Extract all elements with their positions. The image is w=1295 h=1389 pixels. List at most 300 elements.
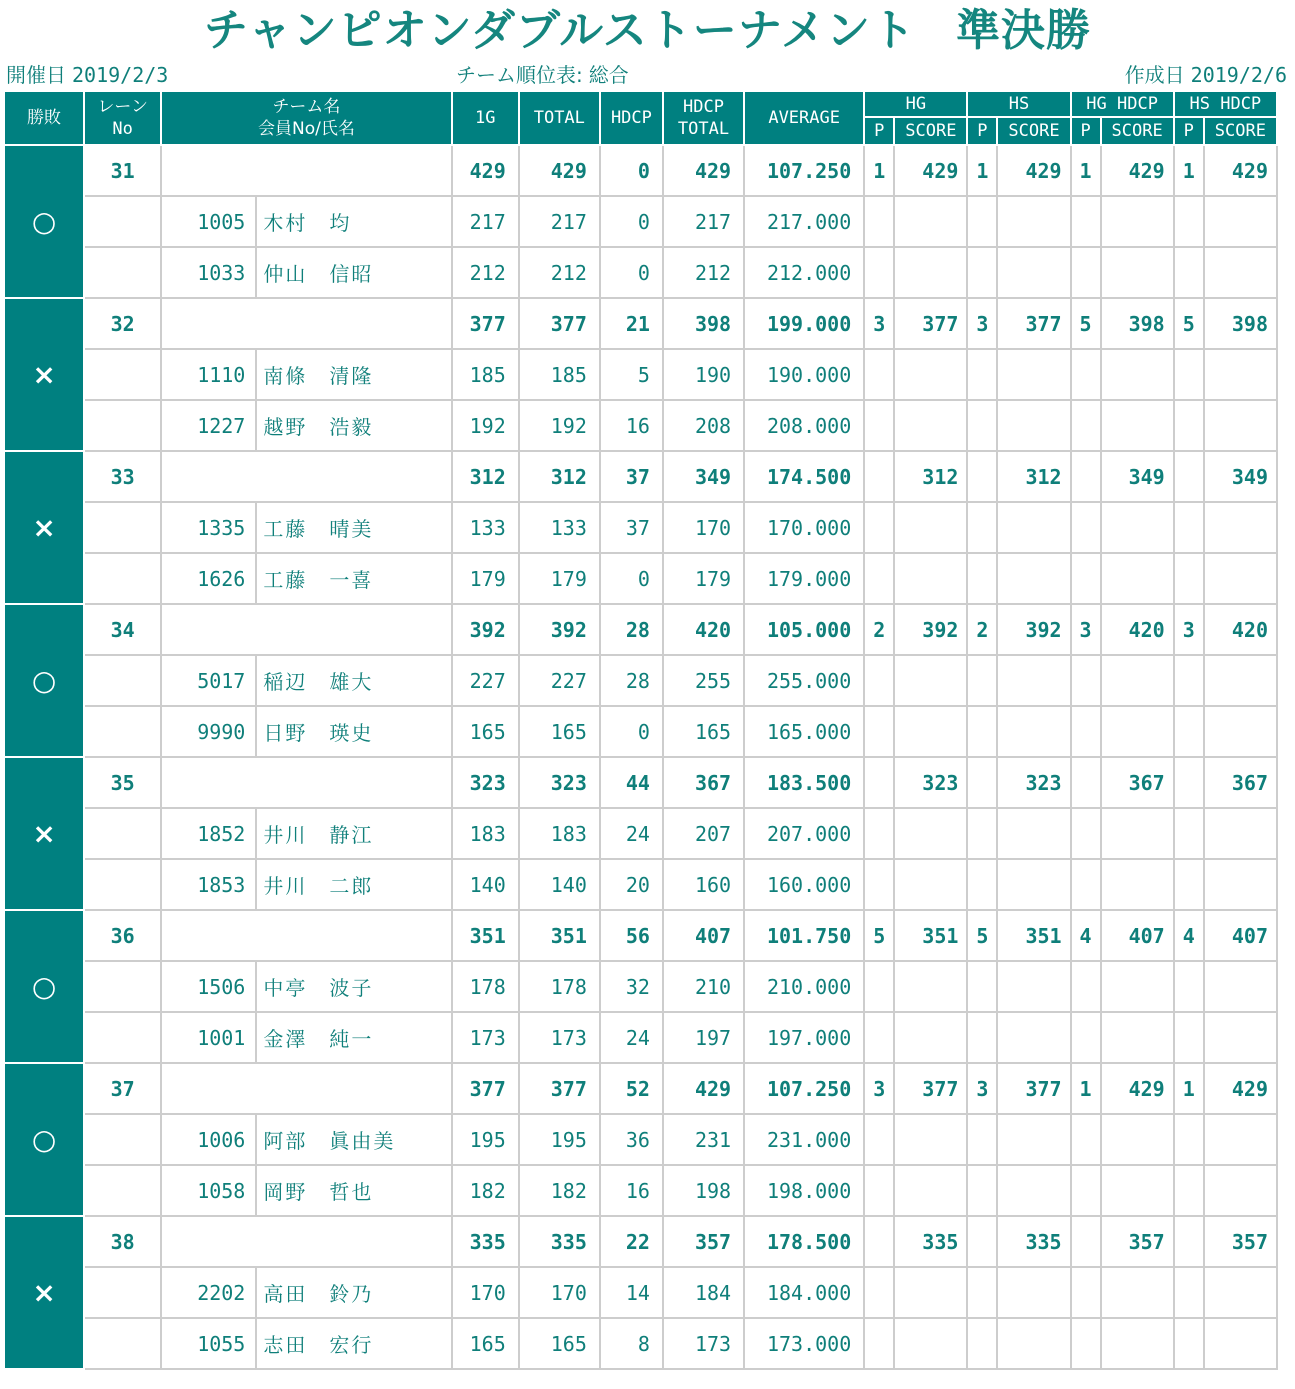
member-name: 日野 瑛史 xyxy=(256,706,451,757)
member-blank-cell xyxy=(997,1267,1070,1318)
member-number: 1852 xyxy=(161,808,256,859)
member-1g: 195 xyxy=(452,1114,519,1165)
member-blank-cell xyxy=(894,502,967,553)
win-loss-mark: × xyxy=(4,1216,84,1369)
header-hs-hdcp-p: P xyxy=(1174,117,1204,145)
member-blank-cell xyxy=(1174,349,1204,400)
header-hg-hdcp-p: P xyxy=(1071,117,1101,145)
member-blank-cell xyxy=(894,553,967,604)
member-1g: 182 xyxy=(452,1165,519,1216)
member-blank-cell xyxy=(1174,1114,1204,1165)
team-name xyxy=(161,910,451,961)
member-hdcp: 37 xyxy=(600,502,663,553)
member-blank-cell xyxy=(1174,1012,1204,1063)
member-hdcp-total: 210 xyxy=(663,961,744,1012)
member-blank-cell xyxy=(1101,1012,1174,1063)
member-blank-cell xyxy=(894,1165,967,1216)
member-blank-cell xyxy=(997,349,1070,400)
member-hdcp: 8 xyxy=(600,1318,663,1369)
hg-hdcp-score: 398 xyxy=(1101,298,1174,349)
member-1g: 165 xyxy=(452,1318,519,1369)
member-average: 190.000 xyxy=(744,349,864,400)
member-blank-cell xyxy=(864,706,894,757)
member-number: 1005 xyxy=(161,196,256,247)
header-hg-hdcp: HG HDCP xyxy=(1071,91,1174,117)
hg-position: 2 xyxy=(864,604,894,655)
member-blank-cell xyxy=(1204,1318,1277,1369)
title-main: チャンピオンダブルストーナメント xyxy=(203,5,917,56)
team-hdcp-total: 407 xyxy=(663,910,744,961)
hg-hdcp-position: 3 xyxy=(1071,604,1101,655)
team-average: 178.500 xyxy=(744,1216,864,1267)
member-lane-blank xyxy=(84,1318,161,1369)
member-row xyxy=(4,502,1277,553)
member-average: 207.000 xyxy=(744,808,864,859)
header-hdcp-total xyxy=(663,91,744,145)
member-1g: 183 xyxy=(452,808,519,859)
member-number: 1055 xyxy=(161,1318,256,1369)
member-hdcp-total: 231 xyxy=(663,1114,744,1165)
ranking-value: 総合 xyxy=(588,63,629,87)
member-lane-blank xyxy=(84,247,161,298)
member-name: 阿部 眞由美 xyxy=(256,1114,451,1165)
member-blank-cell xyxy=(1071,349,1101,400)
member-blank-cell xyxy=(1204,655,1277,706)
member-blank-cell xyxy=(1101,961,1174,1012)
win-loss-mark: ○ xyxy=(4,1063,84,1216)
hs-hdcp-score: 357 xyxy=(1204,1216,1277,1267)
member-hdcp-total: 197 xyxy=(663,1012,744,1063)
win-loss-mark: × xyxy=(4,298,84,451)
team-average: 101.750 xyxy=(744,910,864,961)
member-1g: 133 xyxy=(452,502,519,553)
member-hdcp: 0 xyxy=(600,196,663,247)
member-hdcp: 14 xyxy=(600,1267,663,1318)
member-blank-cell xyxy=(1071,1318,1101,1369)
header-hg-hdcp-score: SCORE xyxy=(1101,117,1174,145)
member-1g: 173 xyxy=(452,1012,519,1063)
member-blank-cell xyxy=(864,808,894,859)
team-row xyxy=(4,1216,1277,1267)
member-blank-cell xyxy=(1174,400,1204,451)
member-blank-cell xyxy=(1174,1165,1204,1216)
member-name: 木村 均 xyxy=(256,196,451,247)
hg-score: 429 xyxy=(894,145,967,196)
hs-score: 392 xyxy=(997,604,1070,655)
member-blank-cell xyxy=(864,196,894,247)
team-row xyxy=(4,757,1277,808)
ranking-label: チーム順位表: xyxy=(456,63,583,87)
header-lane xyxy=(84,91,161,145)
hg-score: 335 xyxy=(894,1216,967,1267)
team-average: 199.000 xyxy=(744,298,864,349)
member-row xyxy=(4,247,1277,298)
hs-hdcp-score: 367 xyxy=(1204,757,1277,808)
team-row xyxy=(4,1063,1277,1114)
member-name: 井川 二郎 xyxy=(256,859,451,910)
hs-score: 377 xyxy=(997,298,1070,349)
member-blank-cell xyxy=(967,1114,997,1165)
member-blank-cell xyxy=(967,349,997,400)
header-hg-p: P xyxy=(864,117,894,145)
member-total: 182 xyxy=(519,1165,600,1216)
member-blank-cell xyxy=(894,655,967,706)
hg-position: 3 xyxy=(864,298,894,349)
hs-score: 323 xyxy=(997,757,1070,808)
member-blank-cell xyxy=(1174,706,1204,757)
team-total: 351 xyxy=(519,910,600,961)
lane-number: 34 xyxy=(84,604,161,655)
hs-position xyxy=(967,451,997,502)
member-blank-cell xyxy=(864,655,894,706)
hg-hdcp-position xyxy=(1071,1216,1101,1267)
member-blank-cell xyxy=(864,859,894,910)
team-1g: 377 xyxy=(452,1063,519,1114)
hg-hdcp-position: 4 xyxy=(1071,910,1101,961)
hg-hdcp-score: 349 xyxy=(1101,451,1174,502)
member-hdcp: 20 xyxy=(600,859,663,910)
team-1g: 351 xyxy=(452,910,519,961)
member-average: 179.000 xyxy=(744,553,864,604)
member-row xyxy=(4,349,1277,400)
member-blank-cell xyxy=(967,1267,997,1318)
created-date xyxy=(1125,62,1287,88)
member-total: 217 xyxy=(519,196,600,247)
table-header xyxy=(4,91,1277,145)
member-total: 173 xyxy=(519,1012,600,1063)
member-total: 133 xyxy=(519,502,600,553)
member-blank-cell xyxy=(1071,1114,1101,1165)
member-lane-blank xyxy=(84,1114,161,1165)
member-name: 工藤 晴美 xyxy=(256,502,451,553)
team-row xyxy=(4,298,1277,349)
member-blank-cell xyxy=(1101,502,1174,553)
member-blank-cell xyxy=(894,196,967,247)
member-blank-cell xyxy=(1174,859,1204,910)
member-blank-cell xyxy=(997,808,1070,859)
hs-position: 3 xyxy=(967,1063,997,1114)
member-blank-cell xyxy=(1174,1267,1204,1318)
header-hs-score: SCORE xyxy=(997,117,1070,145)
member-hdcp-total: 165 xyxy=(663,706,744,757)
member-average: 208.000 xyxy=(744,400,864,451)
member-number: 5017 xyxy=(161,655,256,706)
member-blank-cell xyxy=(1174,196,1204,247)
header-hg: HG xyxy=(864,91,967,117)
lane-number: 31 xyxy=(84,145,161,196)
member-blank-cell xyxy=(864,553,894,604)
member-1g: 165 xyxy=(452,706,519,757)
member-average: 160.000 xyxy=(744,859,864,910)
member-blank-cell xyxy=(1101,553,1174,604)
created-date-value: 2019/2/6 xyxy=(1190,63,1287,87)
hg-position: 3 xyxy=(864,1063,894,1114)
member-hdcp: 16 xyxy=(600,1165,663,1216)
member-lane-blank xyxy=(84,655,161,706)
header-hs-hdcp: HS HDCP xyxy=(1174,91,1277,117)
member-1g: 192 xyxy=(452,400,519,451)
member-blank-cell xyxy=(1071,553,1101,604)
member-name: 仲山 信昭 xyxy=(256,247,451,298)
member-total: 170 xyxy=(519,1267,600,1318)
member-1g: 217 xyxy=(452,196,519,247)
member-hdcp-total: 212 xyxy=(663,247,744,298)
hs-position: 5 xyxy=(967,910,997,961)
member-blank-cell xyxy=(1071,808,1101,859)
table-body xyxy=(4,145,1277,1369)
held-date-value: 2019/2/3 xyxy=(72,63,169,87)
member-blank-cell xyxy=(967,400,997,451)
header-lane-line1: レーン xyxy=(97,97,148,117)
member-hdcp: 36 xyxy=(600,1114,663,1165)
hg-score: 312 xyxy=(894,451,967,502)
member-blank-cell xyxy=(894,400,967,451)
member-hdcp: 5 xyxy=(600,349,663,400)
header-hdcp-total-line2: TOTAL xyxy=(677,119,730,139)
member-blank-cell xyxy=(997,1114,1070,1165)
member-row xyxy=(4,196,1277,247)
hs-hdcp-score: 349 xyxy=(1204,451,1277,502)
member-row xyxy=(4,808,1277,859)
member-row xyxy=(4,1012,1277,1063)
hg-position xyxy=(864,451,894,502)
member-blank-cell xyxy=(894,349,967,400)
created-date-label: 作成日 xyxy=(1124,63,1185,87)
hs-hdcp-score: 429 xyxy=(1204,145,1277,196)
team-hdcp-total: 357 xyxy=(663,1216,744,1267)
team-1g: 392 xyxy=(452,604,519,655)
member-blank-cell xyxy=(1204,1012,1277,1063)
member-blank-cell xyxy=(967,502,997,553)
hs-position xyxy=(967,1216,997,1267)
member-blank-cell xyxy=(997,655,1070,706)
member-number: 1853 xyxy=(161,859,256,910)
held-date xyxy=(6,62,168,88)
member-blank-cell xyxy=(864,349,894,400)
member-blank-cell xyxy=(1101,1114,1174,1165)
hg-position: 1 xyxy=(864,145,894,196)
member-row xyxy=(4,1267,1277,1318)
member-number: 1506 xyxy=(161,961,256,1012)
hg-hdcp-position xyxy=(1071,757,1101,808)
member-1g: 227 xyxy=(452,655,519,706)
member-blank-cell xyxy=(1204,400,1277,451)
hs-score: 377 xyxy=(997,1063,1070,1114)
member-lane-blank xyxy=(84,502,161,553)
member-number: 1001 xyxy=(161,1012,256,1063)
team-hdcp-total: 429 xyxy=(663,1063,744,1114)
header-hs: HS xyxy=(967,91,1070,117)
hs-hdcp-score: 420 xyxy=(1204,604,1277,655)
header-team-line1: チーム名 xyxy=(272,97,341,117)
member-name: 志田 宏行 xyxy=(256,1318,451,1369)
lane-number: 33 xyxy=(84,451,161,502)
member-name: 井川 静江 xyxy=(256,808,451,859)
member-blank-cell xyxy=(967,859,997,910)
member-name: 工藤 一喜 xyxy=(256,553,451,604)
team-hdcp-total: 367 xyxy=(663,757,744,808)
member-hdcp: 24 xyxy=(600,808,663,859)
hs-hdcp-position: 1 xyxy=(1174,1063,1204,1114)
hs-hdcp-position: 4 xyxy=(1174,910,1204,961)
member-number: 1335 xyxy=(161,502,256,553)
hg-score: 351 xyxy=(894,910,967,961)
member-hdcp: 0 xyxy=(600,706,663,757)
member-blank-cell xyxy=(1174,247,1204,298)
hg-hdcp-score: 429 xyxy=(1101,145,1174,196)
member-hdcp-total: 170 xyxy=(663,502,744,553)
member-total: 195 xyxy=(519,1114,600,1165)
member-hdcp: 16 xyxy=(600,400,663,451)
member-number: 9990 xyxy=(161,706,256,757)
member-row xyxy=(4,553,1277,604)
member-blank-cell xyxy=(1204,553,1277,604)
member-blank-cell xyxy=(1174,553,1204,604)
member-lane-blank xyxy=(84,706,161,757)
member-lane-blank xyxy=(84,1012,161,1063)
member-blank-cell xyxy=(967,247,997,298)
member-name: 金澤 純一 xyxy=(256,1012,451,1063)
member-blank-cell xyxy=(1174,1318,1204,1369)
member-blank-cell xyxy=(1174,808,1204,859)
lane-number: 35 xyxy=(84,757,161,808)
team-hdcp: 56 xyxy=(600,910,663,961)
team-hdcp: 28 xyxy=(600,604,663,655)
hg-position: 5 xyxy=(864,910,894,961)
member-blank-cell xyxy=(1204,808,1277,859)
header-total: TOTAL xyxy=(519,91,600,145)
member-blank-cell xyxy=(1071,706,1101,757)
member-average: 165.000 xyxy=(744,706,864,757)
header-hs-p: P xyxy=(967,117,997,145)
member-total: 192 xyxy=(519,400,600,451)
member-blank-cell xyxy=(1204,706,1277,757)
member-number: 1033 xyxy=(161,247,256,298)
member-blank-cell xyxy=(1204,196,1277,247)
header-win-loss: 勝敗 xyxy=(4,91,84,145)
member-blank-cell xyxy=(1101,247,1174,298)
member-blank-cell xyxy=(894,1267,967,1318)
team-hdcp: 22 xyxy=(600,1216,663,1267)
win-loss-mark: ○ xyxy=(4,604,84,757)
member-blank-cell xyxy=(997,1318,1070,1369)
member-blank-cell xyxy=(997,553,1070,604)
member-blank-cell xyxy=(864,961,894,1012)
member-lane-blank xyxy=(84,1267,161,1318)
member-lane-blank xyxy=(84,859,161,910)
member-blank-cell xyxy=(997,502,1070,553)
member-row xyxy=(4,400,1277,451)
member-average: 184.000 xyxy=(744,1267,864,1318)
team-hdcp: 37 xyxy=(600,451,663,502)
member-blank-cell xyxy=(1204,349,1277,400)
team-hdcp: 0 xyxy=(600,145,663,196)
hg-hdcp-score: 420 xyxy=(1101,604,1174,655)
team-hdcp-total: 349 xyxy=(663,451,744,502)
hg-score: 377 xyxy=(894,298,967,349)
member-blank-cell xyxy=(1101,400,1174,451)
member-hdcp: 0 xyxy=(600,553,663,604)
hs-hdcp-score: 429 xyxy=(1204,1063,1277,1114)
member-blank-cell xyxy=(967,1318,997,1369)
member-name: 高田 鈴乃 xyxy=(256,1267,451,1318)
member-blank-cell xyxy=(1071,502,1101,553)
ranking-type xyxy=(456,62,629,88)
lane-number: 38 xyxy=(84,1216,161,1267)
member-number: 1110 xyxy=(161,349,256,400)
member-blank-cell xyxy=(864,247,894,298)
win-loss-mark: × xyxy=(4,757,84,910)
hg-score: 392 xyxy=(894,604,967,655)
hg-hdcp-score: 367 xyxy=(1101,757,1174,808)
team-row xyxy=(4,451,1277,502)
team-average: 183.500 xyxy=(744,757,864,808)
member-blank-cell xyxy=(967,961,997,1012)
member-blank-cell xyxy=(1071,1267,1101,1318)
lane-number: 37 xyxy=(84,1063,161,1114)
hg-hdcp-score: 357 xyxy=(1101,1216,1174,1267)
team-total: 429 xyxy=(519,145,600,196)
member-row xyxy=(4,961,1277,1012)
member-number: 2202 xyxy=(161,1267,256,1318)
member-blank-cell xyxy=(894,961,967,1012)
team-name xyxy=(161,604,451,655)
member-blank-cell xyxy=(997,247,1070,298)
hg-hdcp-position xyxy=(1071,451,1101,502)
member-blank-cell xyxy=(1071,655,1101,706)
member-name: 南條 清隆 xyxy=(256,349,451,400)
member-row xyxy=(4,859,1277,910)
team-name xyxy=(161,298,451,349)
hs-hdcp-position xyxy=(1174,451,1204,502)
member-blank-cell xyxy=(894,706,967,757)
team-total: 392 xyxy=(519,604,600,655)
member-blank-cell xyxy=(1174,961,1204,1012)
member-hdcp: 32 xyxy=(600,961,663,1012)
member-name: 岡野 哲也 xyxy=(256,1165,451,1216)
member-name: 中亭 波子 xyxy=(256,961,451,1012)
header-team xyxy=(161,91,451,145)
member-1g: 178 xyxy=(452,961,519,1012)
member-blank-cell xyxy=(894,1012,967,1063)
hs-score: 335 xyxy=(997,1216,1070,1267)
member-blank-cell xyxy=(864,502,894,553)
member-hdcp-total: 190 xyxy=(663,349,744,400)
member-blank-cell xyxy=(997,859,1070,910)
team-row xyxy=(4,604,1277,655)
member-row xyxy=(4,655,1277,706)
header-hg-score: SCORE xyxy=(894,117,967,145)
held-date-label: 開催日 xyxy=(6,63,66,87)
member-blank-cell xyxy=(1071,961,1101,1012)
member-blank-cell xyxy=(1204,1267,1277,1318)
member-lane-blank xyxy=(84,808,161,859)
member-blank-cell xyxy=(894,247,967,298)
hg-hdcp-position: 5 xyxy=(1071,298,1101,349)
member-1g: 170 xyxy=(452,1267,519,1318)
member-blank-cell xyxy=(1071,1012,1101,1063)
hs-hdcp-score: 398 xyxy=(1204,298,1277,349)
member-hdcp-total: 179 xyxy=(663,553,744,604)
member-1g: 185 xyxy=(452,349,519,400)
member-blank-cell xyxy=(997,400,1070,451)
results-table xyxy=(3,90,1278,1370)
member-blank-cell xyxy=(967,706,997,757)
team-1g: 429 xyxy=(452,145,519,196)
member-blank-cell xyxy=(1204,961,1277,1012)
member-blank-cell xyxy=(1204,859,1277,910)
lane-number: 36 xyxy=(84,910,161,961)
